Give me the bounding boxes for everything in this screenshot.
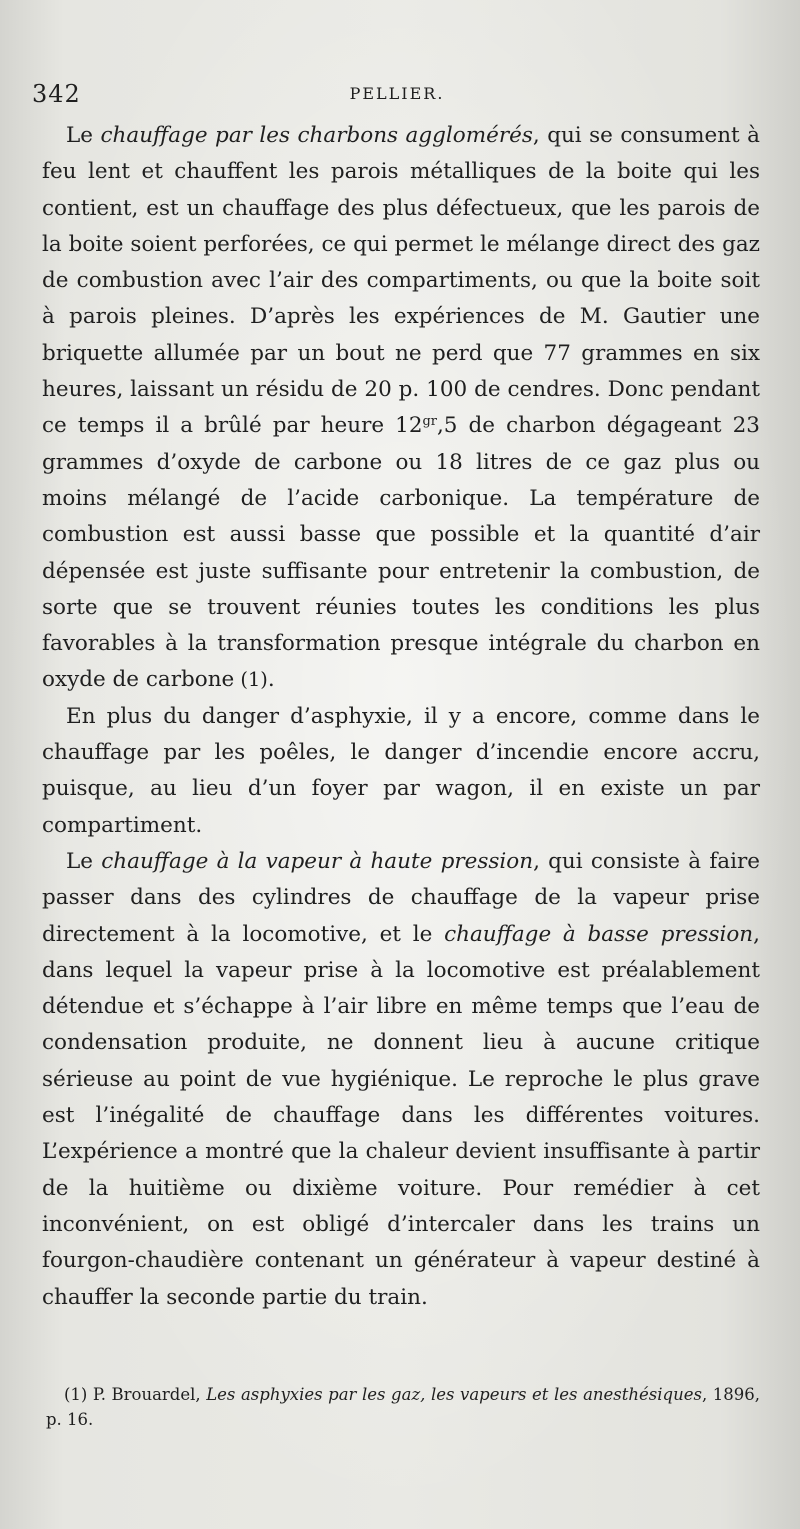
paragraph3-text-middle: , qui consiste à faire passer dans des cylindres de chauffage de la vapeur prise directement à la locomotive, et le [42, 848, 760, 947]
unit-superscript: gr [422, 414, 437, 430]
paragraph3-text-start: Le [66, 848, 102, 874]
paragraph3-text-end: , dans lequel la vapeur prise à la locomotive est préalablement détendue et s’échappe à l’air libre en même temps que l’eau de condensation produite, ne donnent lieu à aucune critique sérieuse au point de vue hygiénique. Le reproche le plus grave est l’inégalité de chauffage dans les différentes voitures. L’expérience a montré que la chaleur devient insuffisante à partir de la huitième ou dixième voiture. Pour remédier à cet inconvénient, on est obligé d’intercaler dans les trains un fourgon-chaudière contenant un générateur à vapeur destiné à chauffer la seconde partie du train. [42, 921, 761, 1310]
paragraph-charbons-agglomeres [42, 118, 760, 699]
italic-term-basse-pression: chauffage à basse pression [444, 921, 754, 947]
footnote-marker: (1) P. Brouardel, [64, 1385, 207, 1404]
paragraph-chauffage-vapeur [42, 844, 760, 1316]
paragraph1-text-main: , qui se consument à feu lent et chauffent les parois métalliques de la boite qui les contient, est un chauffage des plus défectueux, que les parois de la boite soient perforées, ce qui permet le mélange direct des gaz de combustion avec l’air des compartiments, ou que la boite soit à parois pleines. D’après les expériences de M. Gautier une briquette allumée par un bout ne perd que 77 grammes en six heures, laissant un résidu de 20 p. 100 de cendres. Donc pendant ce temps il a brûlé par heure 12 [42, 123, 760, 439]
page-number: 342 [32, 80, 81, 108]
paragraph1-text-end: . [267, 667, 275, 693]
paragraph1-text-start: Le [66, 123, 101, 148]
body-text [42, 118, 760, 1316]
paragraph-danger-incendie: En plus du danger d’asphyxie, il y a encore, comme dans le chauffage par les poêles, le danger d’incendie encore accru, puisque, au lieu d’un foyer par wagon, il en existe un par compartiment. [42, 703, 760, 838]
italic-term-haute-pression: chauffage à la vapeur à haute pression [101, 848, 534, 874]
running-title: PELLIER. [349, 84, 445, 103]
footnote [46, 1382, 760, 1432]
footnote-citation-details: , 1896, p. 16. [46, 1385, 760, 1429]
footnote-cited-title: Les asphyxies par les gaz, les vapeurs et les anesthésiques [206, 1385, 702, 1404]
paragraph1-text-continued: ,5 de charbon dégageant 23 grammes d’oxyde de carbone ou 18 litres de ce gaz plus ou moins mélangé de l’acide carbonique. La température de combustion est aussi basse que possible et la quantité d’air dépensée est juste suffisante pour entretenir la combustion, de sorte que se trouvent réunies toutes les conditions les plus favorables à la transformation presque intégrale du charbon en oxyde de carbone [42, 413, 760, 693]
footnote-reference: (1) [234, 668, 268, 692]
running-head [32, 80, 762, 110]
footnote-text [46, 1382, 760, 1432]
italic-term-charbons: chauffage par les charbons agglomérés [100, 123, 533, 148]
